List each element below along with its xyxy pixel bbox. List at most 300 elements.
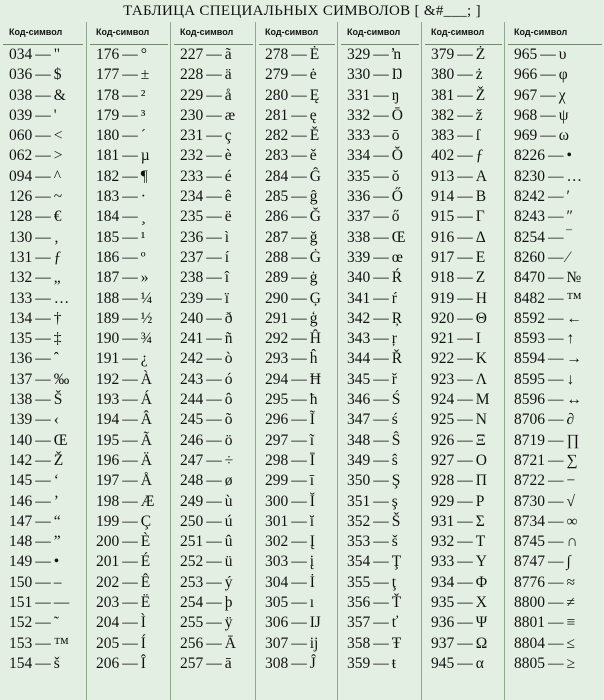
table-row (171, 431, 256, 451)
table-row (0, 65, 86, 85)
char-symbol: ² (140, 86, 146, 104)
char-code: 355 (347, 573, 371, 591)
separator-dash: — (457, 634, 473, 652)
separator-dash: — (291, 188, 307, 206)
table-row (87, 390, 171, 410)
table-row (0, 106, 86, 126)
table-row (87, 248, 171, 268)
char-code: 402 (431, 147, 455, 165)
table-row (422, 512, 505, 532)
char-symbol: Ā (224, 634, 236, 652)
char-symbol: ° (140, 46, 147, 63)
table-row (338, 390, 422, 410)
separator-dash: — (291, 106, 307, 124)
char-code: 917 (431, 248, 455, 266)
separator-dash: — (35, 654, 51, 672)
char-symbol: ∂ (566, 411, 575, 429)
column-header: Код-символ (96, 27, 150, 37)
char-code: 184 (96, 208, 120, 226)
char-symbol: ™ (566, 289, 582, 307)
separator-dash: — (35, 370, 51, 388)
separator-dash: — (206, 106, 222, 124)
separator-dash: — (373, 411, 389, 429)
table-row (338, 552, 422, 572)
separator-dash: — (206, 350, 222, 368)
char-symbol: " (53, 46, 61, 63)
table-row (87, 45, 171, 65)
separator-dash: — (291, 411, 307, 429)
char-symbol: & (53, 86, 66, 104)
char-symbol: χ (558, 86, 566, 104)
table-row (256, 634, 338, 654)
separator-dash: — (206, 553, 222, 571)
separator-dash: — (548, 370, 564, 388)
char-symbol: Ο (475, 451, 487, 469)
separator-dash: — (35, 411, 51, 429)
char-code: 229 (180, 86, 204, 104)
table-row (87, 349, 171, 369)
separator-dash: — (35, 208, 51, 226)
separator-dash: — (373, 350, 389, 368)
char-symbol: ' (53, 106, 57, 124)
table-column (255, 22, 338, 700)
char-symbol: ú (224, 512, 233, 530)
char-symbol: √ (566, 492, 576, 510)
char-code: 914 (431, 188, 455, 206)
char-code: 194 (96, 411, 120, 429)
separator-dash: — (373, 492, 389, 510)
char-symbol: α (475, 654, 484, 672)
char-code: 969 (514, 127, 538, 145)
table-row (338, 126, 422, 146)
table-column (86, 22, 171, 700)
separator-dash: — (122, 188, 138, 206)
char-code: 249 (180, 492, 204, 510)
separator-dash: — (457, 106, 473, 124)
table-row (87, 370, 171, 390)
table-row (87, 289, 171, 309)
table-row (505, 431, 604, 451)
table-row (0, 410, 86, 430)
table-row (338, 532, 422, 552)
separator-dash: — (35, 147, 51, 165)
separator-dash: — (206, 228, 222, 246)
char-symbol: Ġ (309, 248, 321, 266)
char-symbol: < (53, 127, 63, 145)
char-symbol: ™ (53, 634, 69, 652)
table-row (422, 126, 505, 146)
char-code: 126 (9, 188, 33, 206)
char-code: 354 (347, 553, 371, 571)
char-symbol: ‹ (53, 411, 59, 429)
char-code: 945 (431, 654, 455, 672)
separator-dash: — (457, 248, 473, 266)
table-row (256, 370, 338, 390)
char-symbol: ě (309, 147, 317, 165)
char-code: 933 (431, 553, 455, 571)
separator-dash: — (373, 188, 389, 206)
char-code: 936 (431, 614, 455, 632)
char-code: 299 (265, 472, 289, 490)
char-code: 176 (96, 46, 120, 63)
char-code: 232 (180, 147, 204, 165)
separator-dash: — (548, 248, 564, 266)
table-row (87, 613, 171, 633)
separator-dash: — (548, 269, 564, 287)
table-row (171, 268, 256, 288)
char-code: 966 (514, 66, 538, 84)
separator-dash: — (35, 86, 51, 104)
char-code: 238 (180, 269, 204, 287)
table-row (505, 167, 604, 187)
char-symbol: Í (140, 634, 146, 652)
char-code: 191 (96, 350, 120, 368)
char-code: 337 (347, 208, 371, 226)
separator-dash: — (457, 614, 473, 632)
separator-dash: — (35, 289, 51, 307)
separator-dash: — (206, 86, 222, 104)
char-symbol: Ĩ (309, 411, 315, 429)
char-symbol: – (53, 573, 62, 591)
separator-dash: — (373, 370, 389, 388)
char-symbol: ∩ (566, 533, 578, 551)
char-symbol: ó (224, 370, 233, 388)
char-code: 353 (347, 533, 371, 551)
char-symbol: … (566, 167, 582, 185)
char-symbol: • (53, 553, 60, 571)
char-code: 382 (431, 106, 455, 124)
table-row (505, 146, 604, 166)
table-row (256, 268, 338, 288)
char-symbol: Η (475, 289, 487, 307)
table-row (0, 512, 86, 532)
separator-dash: — (206, 309, 222, 327)
separator-dash: — (548, 431, 564, 449)
char-symbol: Ĵ (309, 654, 316, 672)
char-symbol: ¼ (140, 289, 153, 307)
char-symbol: ĩ (309, 431, 315, 449)
char-symbol: ġ (309, 269, 318, 287)
separator-dash: — (373, 614, 389, 632)
char-code: 931 (431, 512, 455, 530)
separator-dash: — (457, 147, 473, 165)
char-symbol: À (140, 370, 152, 388)
char-code: 245 (180, 411, 204, 429)
separator-dash: — (548, 391, 564, 409)
char-symbol: Œ (53, 431, 68, 449)
char-symbol: Ζ (475, 269, 486, 287)
table-row (505, 329, 604, 349)
char-symbol: ↓ (566, 370, 575, 388)
table-row (505, 552, 604, 572)
table-row (338, 248, 422, 268)
char-code: 205 (96, 634, 120, 652)
char-symbol: Δ (475, 228, 486, 246)
char-code: 190 (96, 330, 120, 348)
char-code: 335 (347, 167, 371, 185)
char-code: 308 (265, 654, 289, 672)
separator-dash: — (457, 512, 473, 530)
table-row (0, 228, 86, 248)
table-row (256, 248, 338, 268)
char-symbol: Ê (140, 573, 151, 591)
table-row (505, 370, 604, 390)
char-symbol: é (224, 167, 232, 185)
char-code: 147 (9, 512, 33, 530)
separator-dash: — (540, 106, 556, 124)
table-row (171, 532, 256, 552)
char-code: 185 (96, 228, 120, 246)
table-row (338, 207, 422, 227)
char-symbol: æ (224, 106, 236, 124)
char-code: 8804 (514, 634, 545, 652)
separator-dash: — (122, 411, 138, 429)
table-row (87, 532, 171, 552)
separator-dash: — (122, 553, 138, 571)
separator-dash: — (548, 228, 564, 246)
char-code: 294 (265, 370, 289, 388)
table-row (338, 45, 422, 65)
separator-dash: — (373, 127, 389, 145)
separator-dash: — (291, 654, 307, 672)
table-row (171, 492, 256, 512)
char-code: 298 (265, 451, 289, 469)
char-symbol: ≠ (566, 594, 576, 612)
char-code: 257 (180, 654, 204, 672)
char-code: 305 (265, 594, 289, 612)
separator-dash: — (457, 533, 473, 551)
char-code: 341 (347, 289, 371, 307)
separator-dash: — (206, 451, 222, 469)
char-symbol: „ (53, 269, 61, 287)
char-code: 922 (431, 350, 455, 368)
char-symbol: Ť (391, 594, 402, 612)
table-row (0, 634, 86, 654)
char-symbol: • (566, 147, 572, 165)
char-symbol: ø (224, 472, 233, 490)
separator-dash: — (35, 167, 51, 185)
separator-dash: — (35, 512, 51, 530)
char-symbol: ω (558, 127, 569, 145)
char-symbol: ü (224, 553, 233, 571)
separator-dash: — (35, 309, 51, 327)
char-symbol: ŗ (391, 330, 397, 348)
separator-dash: — (373, 594, 389, 612)
char-code: 340 (347, 269, 371, 287)
char-code: 204 (96, 614, 120, 632)
char-code: 183 (96, 188, 120, 206)
char-code: 247 (180, 451, 204, 469)
char-symbol: ƒ (53, 248, 62, 266)
table-row (171, 309, 256, 329)
char-code: 8801 (514, 614, 545, 632)
char-symbol: ^ (53, 167, 62, 185)
table-row (171, 65, 256, 85)
table-row (338, 410, 422, 430)
char-symbol: Ğ (309, 208, 321, 226)
table-row (338, 451, 422, 471)
table-row (256, 451, 338, 471)
char-symbol: ý (224, 573, 233, 591)
char-symbol: † (53, 309, 62, 327)
char-symbol: Î (140, 654, 146, 672)
table-row (87, 187, 171, 207)
table-row (422, 86, 505, 106)
separator-dash: — (291, 289, 307, 307)
char-symbol: Γ (475, 208, 485, 226)
char-code: 287 (265, 228, 289, 246)
table-row (256, 126, 338, 146)
char-symbol: ƒ (475, 147, 484, 165)
char-code: 135 (9, 330, 33, 348)
char-symbol: Φ (475, 573, 488, 591)
char-symbol: ž (475, 106, 483, 124)
table-row (0, 654, 86, 674)
table-row (256, 654, 338, 674)
table-row (505, 86, 604, 106)
separator-dash: — (373, 634, 389, 652)
char-symbol: ā (224, 654, 232, 672)
table-row (87, 86, 171, 106)
table-row (256, 492, 338, 512)
table-row (171, 512, 256, 532)
separator-dash: — (548, 451, 564, 469)
table-row (338, 167, 422, 187)
char-symbol: > (53, 147, 63, 165)
table-row (87, 492, 171, 512)
table-row (0, 532, 86, 552)
separator-dash: — (548, 654, 564, 672)
table-row (338, 512, 422, 532)
char-code: 357 (347, 614, 371, 632)
char-code: 380 (431, 66, 455, 84)
column-header: Код-символ (347, 27, 401, 37)
char-code: 8260 (514, 248, 545, 266)
char-symbol: ì (224, 228, 230, 246)
table-column (421, 22, 505, 700)
char-code: 246 (180, 431, 204, 449)
separator-dash: — (291, 208, 307, 226)
char-symbol: ş (391, 492, 398, 510)
char-code: 8706 (514, 411, 545, 429)
char-code: 290 (265, 289, 289, 307)
char-symbol: Ī (309, 451, 315, 469)
char-code: 038 (9, 86, 33, 104)
char-symbol: ¾ (140, 330, 153, 348)
table-row (87, 309, 171, 329)
separator-dash: — (457, 594, 473, 612)
table-row (505, 613, 604, 633)
table-row (87, 573, 171, 593)
table-row (0, 492, 86, 512)
table-row (338, 573, 422, 593)
table-row (171, 349, 256, 369)
char-code: 201 (96, 553, 120, 571)
char-code: 921 (431, 330, 455, 348)
table-row (505, 471, 604, 491)
char-code: 307 (265, 634, 289, 652)
char-code: 250 (180, 512, 204, 530)
table-row (338, 187, 422, 207)
table-row (87, 126, 171, 146)
table-column (0, 22, 86, 700)
table-row (256, 329, 338, 349)
separator-dash: — (373, 512, 389, 530)
char-code: 196 (96, 451, 120, 469)
char-code: 330 (347, 66, 371, 84)
table-row (171, 126, 256, 146)
table-row (171, 593, 256, 613)
separator-dash: — (122, 167, 138, 185)
char-symbol: ← (566, 309, 582, 327)
separator-dash: — (291, 512, 307, 530)
separator-dash: — (291, 86, 307, 104)
char-code: 8805 (514, 654, 545, 672)
separator-dash: — (373, 553, 389, 571)
char-symbol: Σ (475, 512, 485, 530)
char-symbol: ¸ (140, 208, 146, 226)
table-row (256, 431, 338, 451)
char-symbol: Ş (391, 472, 401, 490)
char-symbol: ř (391, 370, 397, 388)
table-row (338, 349, 422, 369)
separator-dash: — (457, 167, 473, 185)
char-symbol: Á (140, 391, 152, 409)
table-row (0, 86, 86, 106)
table-row (87, 451, 171, 471)
table-row (338, 329, 422, 349)
char-code: 187 (96, 269, 120, 287)
char-symbol: ù (224, 492, 233, 510)
table-row (0, 451, 86, 471)
page-title: ТАБЛИЦА СПЕЦИАЛЬНЫХ СИМВОЛОВ [ &#___; ] (123, 3, 481, 19)
separator-dash: — (548, 289, 564, 307)
char-code: 253 (180, 573, 204, 591)
table-row (171, 228, 256, 248)
char-code: 8800 (514, 594, 545, 612)
table-row (422, 207, 505, 227)
char-code: 345 (347, 370, 371, 388)
separator-dash: — (122, 391, 138, 409)
char-code: 379 (431, 46, 455, 63)
separator-dash: — (291, 594, 307, 612)
table-row (338, 654, 422, 674)
separator-dash: — (291, 451, 307, 469)
separator-dash: — (548, 614, 564, 632)
char-code: 133 (9, 289, 33, 307)
char-code: 060 (9, 127, 33, 145)
separator-dash: — (122, 208, 138, 226)
separator-dash: — (206, 391, 222, 409)
char-code: 281 (265, 106, 289, 124)
char-symbol: ’ (53, 492, 59, 510)
char-symbol: Š (53, 391, 63, 409)
separator-dash: — (206, 533, 222, 551)
table-row (171, 410, 256, 430)
separator-dash: — (373, 46, 389, 63)
separator-dash: — (206, 269, 222, 287)
char-code: 255 (180, 614, 204, 632)
separator-dash: — (206, 188, 222, 206)
separator-dash: — (35, 634, 51, 652)
char-symbol: $ (53, 66, 62, 84)
char-symbol: € (53, 208, 62, 226)
table-row (422, 167, 505, 187)
char-symbol: ∏ (566, 431, 580, 449)
table-row (87, 329, 171, 349)
table-row (422, 451, 505, 471)
separator-dash: — (122, 248, 138, 266)
